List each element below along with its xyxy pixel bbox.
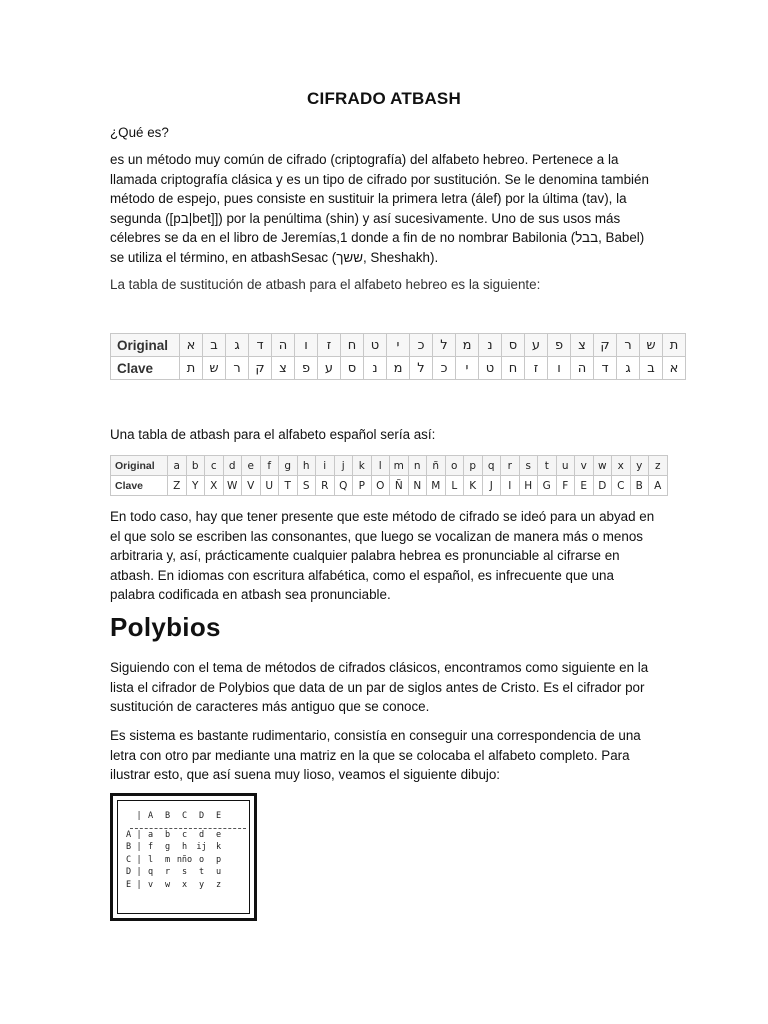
paragraph-hebrew-table-intro: La tabla de sustitución de atbash para el alfabeto hebreo es la siguiente: <box>110 277 541 292</box>
spanish-original-cell: f <box>260 456 279 476</box>
spanish-clave-cell: O <box>371 476 390 496</box>
spanish-clave-cell: V <box>242 476 261 496</box>
polybius-dashed-divider <box>130 828 246 829</box>
hebrew-clave-cell: ס <box>341 357 364 380</box>
row-label-original: Original <box>111 334 180 357</box>
polybius-row <box>126 879 227 892</box>
hebrew-original-cell: ב <box>203 334 226 357</box>
hebrew-clave-cell: כ <box>433 357 456 380</box>
hebrew-clave-cell: ו <box>548 357 571 380</box>
spanish-original-cell: u <box>556 456 575 476</box>
spanish-clave-cell: D <box>593 476 612 496</box>
spanish-original-cell: x <box>612 456 631 476</box>
spanish-original-cell: m <box>390 456 409 476</box>
hebrew-original-cell: ז <box>318 334 341 357</box>
polybius-cell: p <box>215 854 222 865</box>
polybius-row <box>126 866 227 879</box>
polybius-inner-frame <box>117 800 250 914</box>
polybius-cell: x <box>181 879 188 890</box>
polybius-cell: s <box>181 867 188 878</box>
spanish-original-cell: c <box>205 456 224 476</box>
spanish-original-cell: k <box>353 456 372 476</box>
polybius-cell: q <box>147 867 154 878</box>
hebrew-original-cell: כ <box>410 334 433 357</box>
hebrew-original-cell: נ <box>479 334 502 357</box>
hebrew-original-cell: ד <box>249 334 272 357</box>
spanish-clave-cell: J <box>482 476 501 496</box>
hebrew-original-cell: פ <box>548 334 571 357</box>
polybius-header-row <box>126 810 227 823</box>
hebrew-original-cell: ו <box>295 334 318 357</box>
section-heading-polybios: Polybios <box>110 612 221 642</box>
polybius-row <box>126 841 227 854</box>
polybius-cell: e <box>215 829 222 840</box>
polybius-col-header: D <box>198 811 205 822</box>
paragraph-abyad-note: En todo caso, hay que tener presente que este método de cifrado se ideó para un abyad en el que solo se escriben las consonantes, que luego se vocalizan de manera más o menos arbitraria y, así, prácticamente cualquier palabra hebrea es pronunciable al cifrarse en atbash. En idiomas con escritura alfabética, como el español, es infrecuente que una palabra codificada en atbash sea pronunciable. <box>110 509 655 602</box>
polybius-cell: r <box>164 867 171 878</box>
polybius-grid <box>126 810 227 891</box>
polybius-separator: | <box>136 879 142 890</box>
spanish-original-cell: j <box>334 456 353 476</box>
polybius-col-header: A <box>147 811 154 822</box>
spanish-clave-cell: A <box>649 476 668 496</box>
polybius-separator: | <box>136 842 142 853</box>
polybius-row-label: E <box>126 879 132 890</box>
spanish-original-cell: d <box>223 456 242 476</box>
hebrew-clave-cell: ה <box>571 357 594 380</box>
polybius-cell: m <box>164 854 171 865</box>
spanish-original-cell: b <box>186 456 205 476</box>
spanish-clave-cell: N <box>408 476 427 496</box>
spanish-clave-cell: L <box>445 476 464 496</box>
hebrew-clave-cell: ק <box>249 357 272 380</box>
spanish-original-cell: v <box>575 456 594 476</box>
polybius-cell: l <box>147 854 154 865</box>
spanish-clave-cell: G <box>538 476 557 496</box>
polybius-separator: | <box>136 811 142 822</box>
hebrew-clave-cell: ר <box>226 357 249 380</box>
spanish-original-cell: s <box>519 456 538 476</box>
polybius-col-header: C <box>181 811 188 822</box>
hebrew-original-cell: ה <box>272 334 295 357</box>
spanish-original-cell: q <box>482 456 501 476</box>
hebrew-original-cell: ק <box>594 334 617 357</box>
spanish-original-cell: n <box>408 456 427 476</box>
hebrew-clave-cell: ח <box>502 357 525 380</box>
polybius-cell: w <box>164 879 171 890</box>
polybius-cell: a <box>147 829 154 840</box>
spanish-clave-cell: Ñ <box>390 476 409 496</box>
polybius-cell: c <box>181 829 188 840</box>
polybius-cell: o <box>198 854 205 865</box>
polybius-col-header: E <box>215 811 222 822</box>
spanish-clave-cell: R <box>316 476 335 496</box>
hebrew-original-cell: צ <box>571 334 594 357</box>
paragraph-spanish-table-intro: Una tabla de atbash para el alfabeto español sería así: <box>110 427 436 442</box>
hebrew-clave-cell: מ <box>387 357 410 380</box>
polybius-row <box>126 829 227 842</box>
spanish-original-cell: o <box>445 456 464 476</box>
spanish-clave-cell: K <box>464 476 483 496</box>
hebrew-clave-cell: צ <box>272 357 295 380</box>
spanish-clave-cell: H <box>519 476 538 496</box>
spanish-clave-cell: T <box>279 476 298 496</box>
hebrew-clave-cell: ד <box>594 357 617 380</box>
hebrew-clave-cell: פ <box>295 357 318 380</box>
polybius-cell: d <box>198 829 205 840</box>
spanish-clave-cell: B <box>630 476 649 496</box>
polybius-cell: ij <box>196 842 207 853</box>
polybius-row <box>126 854 227 867</box>
hebrew-original-cell: ע <box>525 334 548 357</box>
spanish-original-cell: y <box>630 456 649 476</box>
spanish-clave-cell: C <box>612 476 631 496</box>
spanish-clave-cell: S <box>297 476 316 496</box>
spanish-clave-cell: W <box>223 476 242 496</box>
spanish-clave-cell: P <box>353 476 372 496</box>
paragraph-polybios-system: Es sistema es bastante rudimentario, consistía en conseguir una correspondencia de una letra con otro par mediante una matriz en la que se colocaba el alfabeto completo. Para ilustrar esto, que así suena muy lioso, veamos el siguiente dibujo: <box>110 728 641 782</box>
polybius-cell: y <box>198 879 205 890</box>
polybius-cell: v <box>147 879 154 890</box>
row-label-clave: Clave <box>111 476 168 496</box>
hebrew-original-cell: ט <box>364 334 387 357</box>
spanish-clave-cell: E <box>575 476 594 496</box>
spanish-original-cell: l <box>371 456 390 476</box>
polybius-cell: f <box>147 842 154 853</box>
spanish-clave-cell: U <box>260 476 279 496</box>
spanish-clave-cell: I <box>501 476 520 496</box>
hebrew-original-cell: י <box>387 334 410 357</box>
polybius-cell: z <box>215 879 222 890</box>
hebrew-original-cell: ש <box>640 334 663 357</box>
row-label-clave: Clave <box>111 357 180 380</box>
hebrew-clave-row <box>111 357 686 380</box>
paragraph-definition: es un método muy común de cifrado (criptografía) del alfabeto hebreo. Pertenece a la llamada criptografía clásica y es un tipo de cifrado por sustitución. Se le denomina también método de espejo, pues consiste en sustituir la primera letra (álef) por la última (tav), la segunda ([pב|bet]]) por la penúltima (shin) y así sucesivamente. Uno de sus usos más célebres se da en el libro de Jeremías,1 donde a fin de no nombrar Babilonia (בבל, Babel) se utiliza el término, en atbashSesac (ששך, Sheshakh). <box>110 152 649 265</box>
question-heading: ¿Qué es? <box>110 125 169 140</box>
spanish-clave-cell: X <box>205 476 224 496</box>
row-label-original: Original <box>111 456 168 476</box>
polybius-separator: | <box>136 854 142 865</box>
hebrew-original-cell: ח <box>341 334 364 357</box>
polybius-separator: | <box>136 867 142 878</box>
polybius-cell: u <box>215 867 222 878</box>
hebrew-clave-cell: ת <box>180 357 203 380</box>
hebrew-clave-cell: ע <box>318 357 341 380</box>
spanish-original-cell: i <box>316 456 335 476</box>
hebrew-original-cell: ג <box>226 334 249 357</box>
hebrew-original-cell: ל <box>433 334 456 357</box>
spanish-original-cell: g <box>279 456 298 476</box>
hebrew-clave-cell: א <box>663 357 686 380</box>
hebrew-clave-cell: ב <box>640 357 663 380</box>
hebrew-clave-cell: ש <box>203 357 226 380</box>
hebrew-clave-cell: ל <box>410 357 433 380</box>
spanish-original-cell: h <box>297 456 316 476</box>
polybius-separator: | <box>136 829 142 840</box>
spanish-clave-cell: F <box>556 476 575 496</box>
hebrew-substitution-table <box>110 333 686 380</box>
polybius-cell: k <box>215 842 222 853</box>
polybius-row-label: B <box>126 842 132 853</box>
polybius-cell: nño <box>176 854 193 865</box>
spanish-original-cell: a <box>168 456 187 476</box>
hebrew-clave-cell: נ <box>364 357 387 380</box>
spanish-original-cell: z <box>649 456 668 476</box>
spanish-original-cell: w <box>593 456 612 476</box>
polybius-cell: t <box>198 867 205 878</box>
polybius-row-label: C <box>126 854 132 865</box>
polybius-row-label: A <box>126 829 132 840</box>
hebrew-clave-cell: ג <box>617 357 640 380</box>
polybius-cell: g <box>164 842 171 853</box>
spanish-clave-cell: Y <box>186 476 205 496</box>
hebrew-clave-cell: י <box>456 357 479 380</box>
hebrew-original-cell: ס <box>502 334 525 357</box>
hebrew-original-cell: ת <box>663 334 686 357</box>
polybius-square-figure <box>110 793 257 921</box>
polybius-row-label: D <box>126 867 132 878</box>
spanish-clave-row <box>111 476 668 496</box>
hebrew-original-cell: ר <box>617 334 640 357</box>
document-title: CIFRADO ATBASH <box>307 89 461 108</box>
hebrew-original-cell: מ <box>456 334 479 357</box>
hebrew-clave-cell: ז <box>525 357 548 380</box>
hebrew-clave-cell: ט <box>479 357 502 380</box>
spanish-original-cell: e <box>242 456 261 476</box>
paragraph-polybios-intro: Siguiendo con el tema de métodos de cifrados clásicos, encontramos como siguiente en la lista el cifrador de Polybios que data de un par de siglos antes de Cristo. Es el cifrador por sustitución de caracteres más antiguo que se conoce. <box>110 660 649 714</box>
spanish-original-cell: p <box>464 456 483 476</box>
spanish-original-cell: t <box>538 456 557 476</box>
polybius-cell: h <box>181 842 188 853</box>
polybius-col-header: B <box>164 811 171 822</box>
hebrew-original-cell: א <box>180 334 203 357</box>
spanish-original-row <box>111 456 668 476</box>
spanish-clave-cell: M <box>427 476 446 496</box>
spanish-original-cell: r <box>501 456 520 476</box>
spanish-original-cell: ñ <box>427 456 446 476</box>
hebrew-original-row <box>111 334 686 357</box>
polybius-cell: b <box>164 829 171 840</box>
spanish-clave-cell: Q <box>334 476 353 496</box>
spanish-clave-cell: Z <box>168 476 187 496</box>
spanish-substitution-table <box>110 455 668 496</box>
